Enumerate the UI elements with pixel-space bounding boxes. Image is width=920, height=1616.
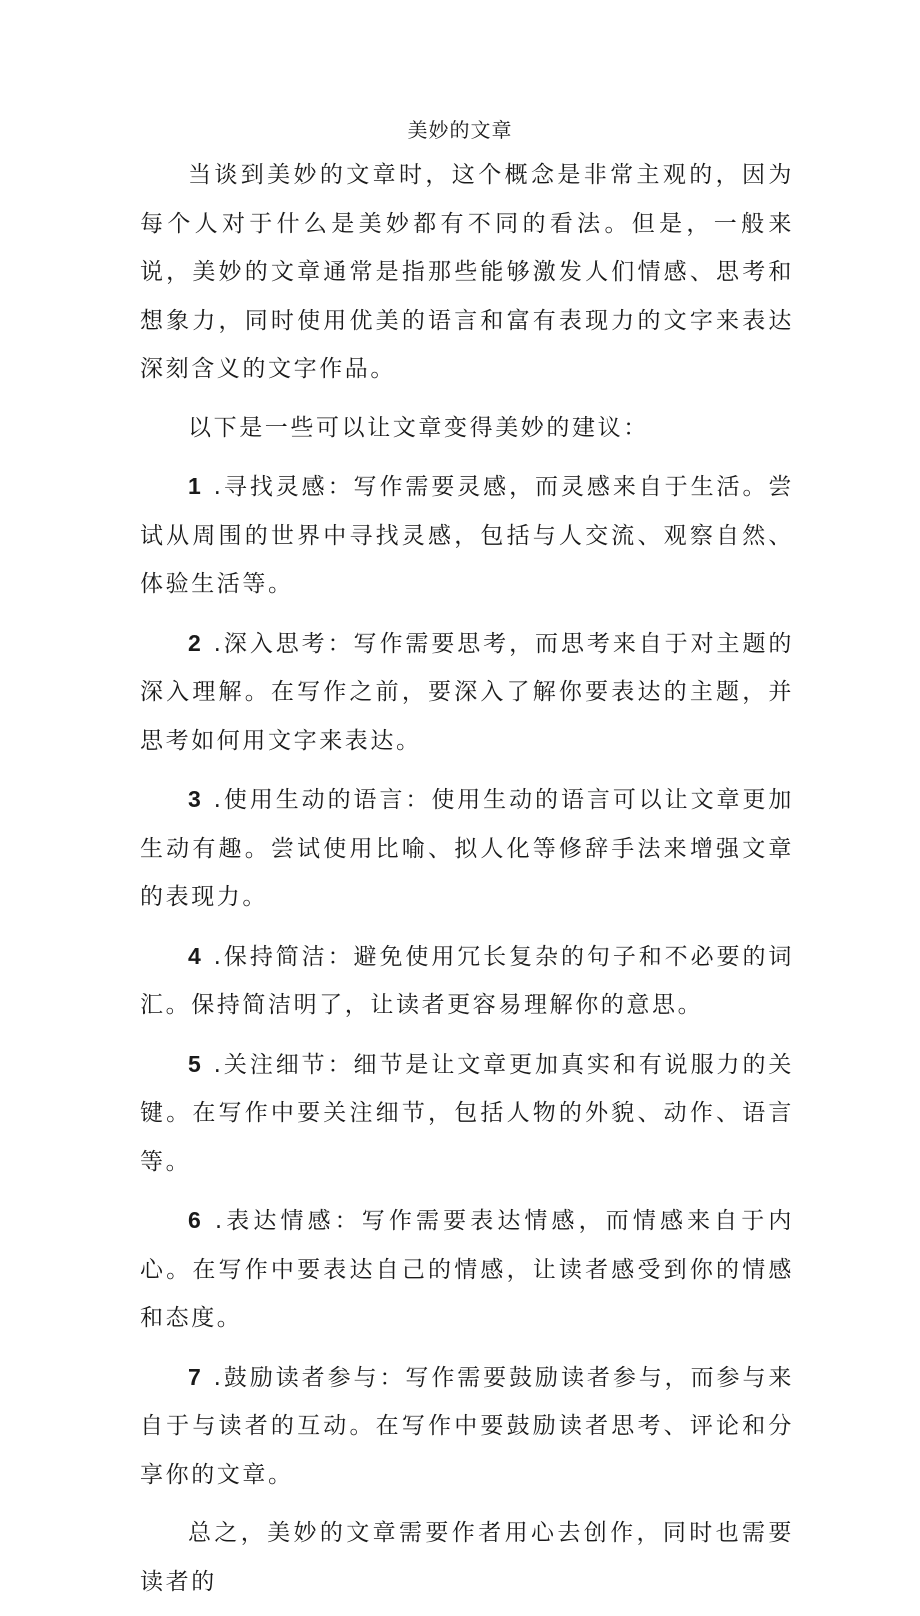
list-item-text: .寻找灵感：写作需要灵感，而灵感来自于生活。尝试从周围的世界中寻找灵感，包括与人交流、观察自然、体验生活等。 — [140, 474, 794, 597]
list-item-number: 1 — [188, 473, 204, 499]
list-item-number: 3 — [188, 786, 204, 812]
list-item-number: 7 — [188, 1363, 204, 1390]
list-item — [140, 1196, 794, 1343]
lead-paragraph: 以下是一些可以让文章变得美妙的建议： — [188, 414, 649, 441]
list-item-number: 4 — [188, 942, 204, 969]
list-item — [140, 932, 794, 1030]
list-item-number: 6 — [188, 1207, 204, 1233]
list-item-text: .关注细节：细节是让文章更加真实和有说服力的关键。在写作中要关注细节，包括人物的外貌、动作、语言等。 — [140, 1051, 794, 1175]
list-item-text: .保持简洁：避免使用冗长复杂的句子和不必要的词汇。保持简洁明了，让读者更容易理解你的意思。 — [140, 943, 794, 1018]
list-item — [140, 462, 794, 609]
list-item-text: .使用生动的语言：使用生动的语言可以让文章更加生动有趣。尝试使用比喻、拟人化等修辞手法来增强文章的表现力。 — [140, 787, 794, 910]
list-item — [140, 619, 794, 766]
list-item-number: 5 — [188, 1050, 204, 1077]
list-item-text: .鼓励读者参与：写作需要鼓励读者参与，而参与来自于与读者的互动。在写作中要鼓励读者思考、评论和分享你的文章。 — [140, 1364, 794, 1488]
document-title: 美妙的文章 — [407, 118, 513, 142]
list-item-text: .深入思考：写作需要思考，而思考来自于对主题的深入理解。在写作之前，要深入了解你要表达的主题，并思考如何用文字来表达。 — [140, 630, 794, 754]
intro-paragraph: 当谈到美妙的文章时，这个概念是非常主观的，因为每个人对于什么是美妙都有不同的看法。但是，一般来说，美妙的文章通常是指那些能够激发人们情感、思考和想象力，同时使用优美的语言和富有表现力的文字来表达深刻含义的文字作品。 — [140, 162, 794, 382]
list-item — [140, 775, 794, 922]
list-item — [140, 1353, 794, 1500]
list-item-text: .表达情感：写作需要表达情感，而情感来自于内心。在写作中要表达自己的情感，让读者感受到你的情感和态度。 — [140, 1208, 794, 1331]
list-item — [140, 1040, 794, 1187]
conclusion-paragraph: 总之，美妙的文章需要作者用心去创作，同时也需要读者的 — [140, 1520, 794, 1595]
document-body — [140, 151, 794, 1616]
list-item-number: 2 — [188, 629, 204, 656]
